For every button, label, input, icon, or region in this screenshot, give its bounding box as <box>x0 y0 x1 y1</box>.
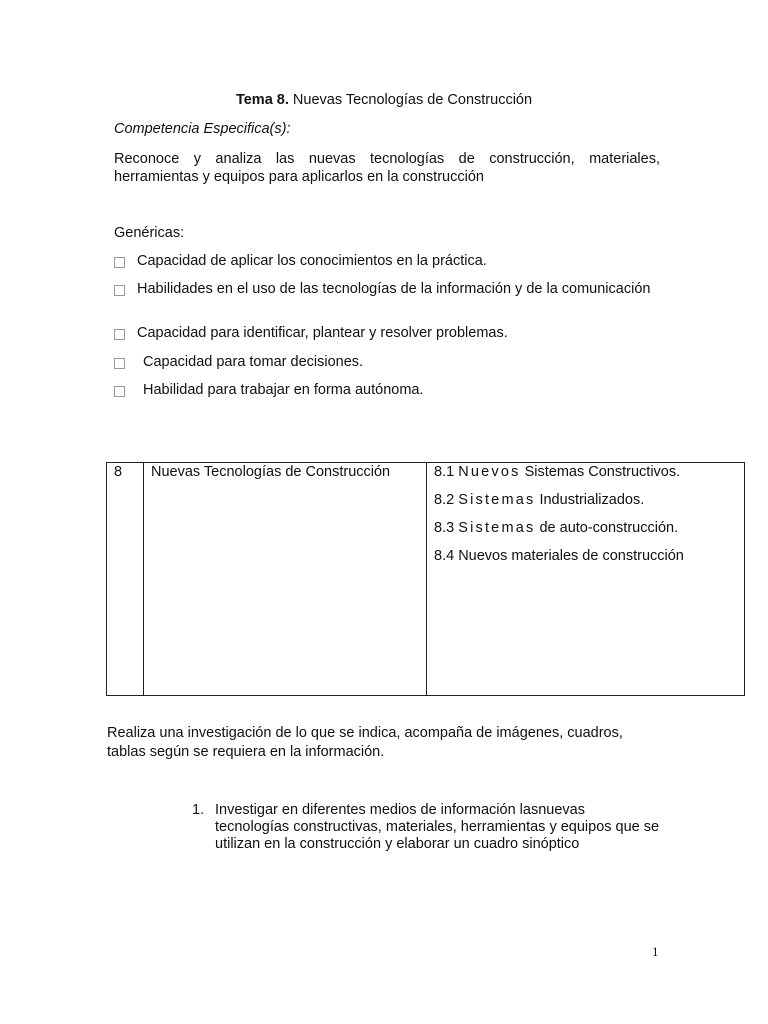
checkbox-icon <box>114 285 125 296</box>
subtopic-number: 8.1 <box>434 464 455 480</box>
task-text: Investigar en diferentes medios de información lasnuevas tecnologías constructivas, materiales, herramientas y equipos que se utilizan en la construcción y elaborar un cuadro sinóptico <box>215 802 660 852</box>
subtopic-first-word: Nuevos <box>458 464 521 480</box>
checkbox-icon <box>114 386 125 397</box>
page-title <box>0 92 768 108</box>
subtopic-item <box>434 520 737 537</box>
task-item <box>192 802 662 853</box>
genericas-label: Genéricas: <box>114 225 185 241</box>
subtopic-number: 8.4 <box>434 548 455 564</box>
topic-number-cell <box>107 463 144 696</box>
competencia-label: Competencia Especifica(s): <box>114 121 291 137</box>
topics-table <box>106 462 745 696</box>
instruction-text: Realiza una investigación de lo que se indica, acompaña de imágenes, cuadros, tablas según se requiera en la información. <box>107 725 623 760</box>
subtopic-item <box>434 548 737 565</box>
generic-item-text: Capacidad para tomar decisiones. <box>143 354 364 370</box>
generic-item-text: Capacidad de aplicar los conocimientos en la práctica. <box>137 253 487 269</box>
generic-item <box>114 281 660 298</box>
checkbox-icon <box>114 257 125 268</box>
subtopic-item <box>434 464 737 481</box>
generic-item <box>114 354 660 371</box>
checkbox-icon <box>114 329 125 340</box>
checkbox-icon <box>114 358 125 369</box>
generic-item <box>114 253 660 270</box>
subtopics-cell <box>427 463 745 696</box>
table-row <box>107 463 745 696</box>
subtopic-rest: Sistemas Constructivos. <box>524 464 681 480</box>
topic-number: 8 <box>114 464 123 480</box>
subtopic-number: 8.3 <box>434 520 455 536</box>
generic-item-text: Habilidad para trabajar en forma autónoma. <box>143 382 424 398</box>
subtopic-first-word: Sistemas <box>458 520 536 536</box>
subtopic-first-word: Sistemas <box>458 492 536 508</box>
generic-item <box>114 325 660 342</box>
generic-item <box>114 382 660 399</box>
subtopic-item <box>434 492 737 509</box>
subtopic-rest: Nuevos materiales de construcción <box>458 548 684 564</box>
title-bold: Tema 8. <box>235 92 289 108</box>
page-number: 1 <box>652 944 659 959</box>
topic-name: Nuevas Tecnologías de Construcción <box>151 464 391 480</box>
task-number: 1. <box>192 802 205 818</box>
subtopic-number: 8.2 <box>434 492 455 508</box>
title-rest: Nuevas Tecnologías de Construcción <box>292 92 533 108</box>
subtopic-rest: de auto-construcción. <box>539 520 679 536</box>
topic-name-cell <box>144 463 427 696</box>
generic-item-text: Habilidades en el uso de las tecnologías de la información y de la comunicación <box>137 281 651 297</box>
generic-item-text: Capacidad para identificar, plantear y resolver problemas. <box>137 325 508 341</box>
competencia-text: Reconoce y analiza las nuevas tecnologías de construcción, materiales, herramientas y equipos para aplicarlos en la construcción <box>114 151 660 185</box>
subtopic-rest: Industrializados. <box>539 492 645 508</box>
